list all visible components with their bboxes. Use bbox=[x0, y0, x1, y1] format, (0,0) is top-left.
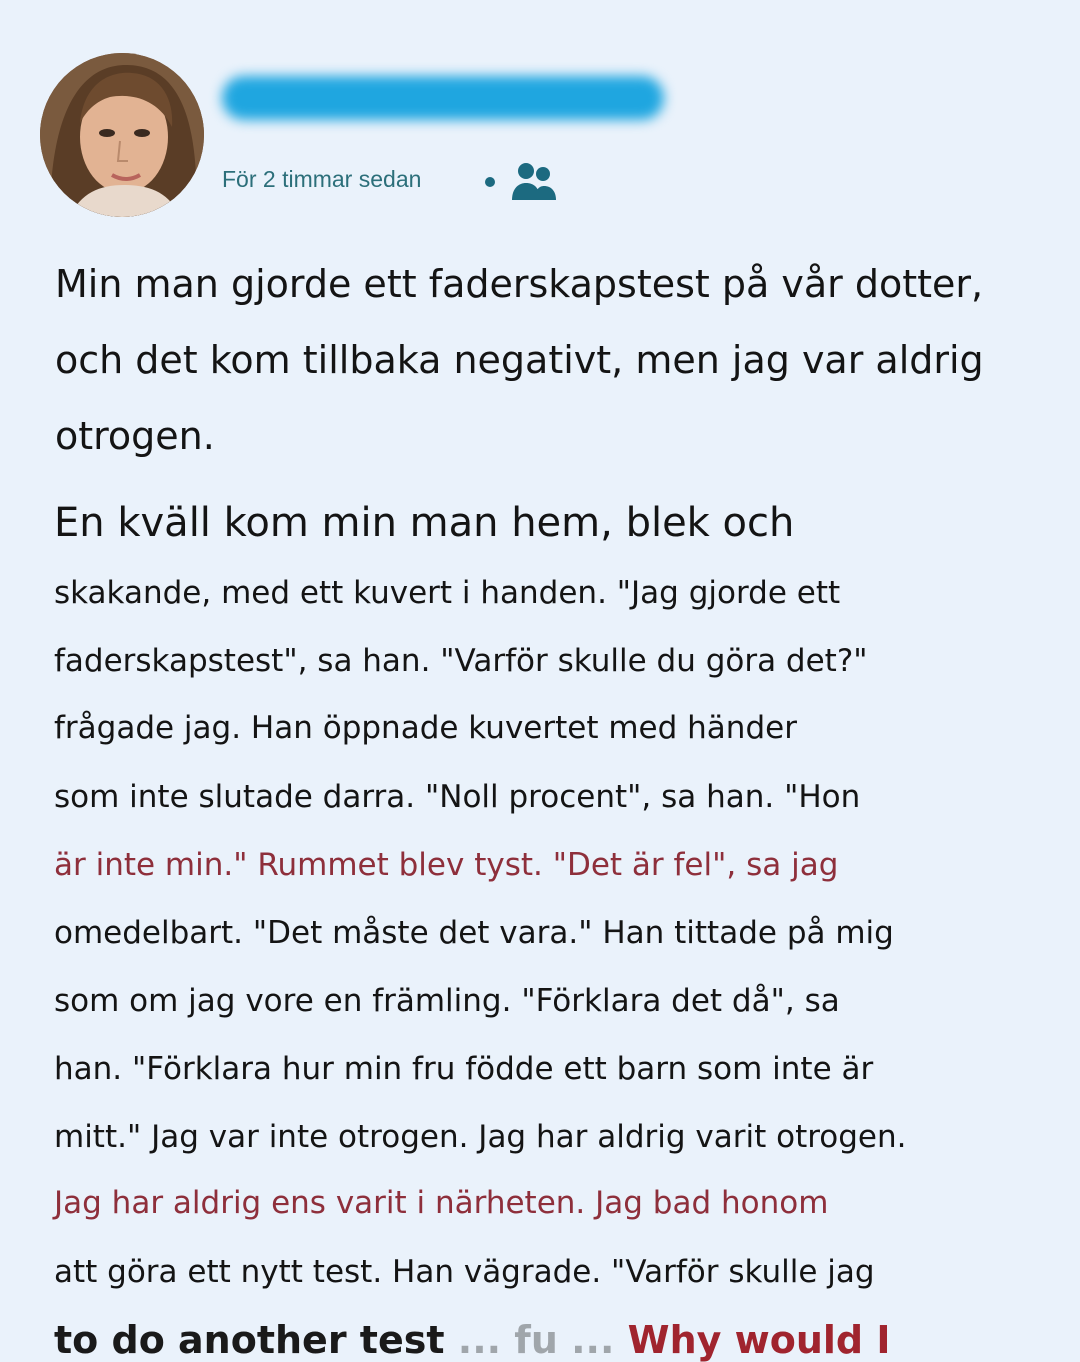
avatar[interactable] bbox=[40, 53, 204, 217]
body-line: som om jag vore en främling. "Förklara det då", sa bbox=[54, 983, 840, 1019]
author-name-redacted[interactable] bbox=[222, 76, 664, 120]
body-line: frågade jag. Han öppnade kuvertet med händer bbox=[54, 710, 797, 746]
cut-text-2: ... fu ... bbox=[457, 1318, 615, 1362]
body-line: En kväll kom min man hem, blek och bbox=[54, 500, 795, 546]
post-timestamp[interactable]: För 2 timmar sedan bbox=[222, 166, 422, 192]
body-line: skakande, med ett kuvert i handen. "Jag gjorde ett bbox=[54, 575, 841, 611]
cut-off-line bbox=[54, 1318, 891, 1362]
body-line: han. "Förklara hur min fru födde ett barn som inte är bbox=[54, 1051, 874, 1087]
friends-icon[interactable] bbox=[510, 160, 558, 206]
body-line-highlight: Jag har aldrig ens varit i närheten. Jag bad honom bbox=[54, 1185, 829, 1221]
body-line: att göra ett nytt test. Han vägrade. "Varför skulle jag bbox=[54, 1254, 875, 1290]
body-line: omedelbart. "Det måste det vara." Han tittade på mig bbox=[54, 915, 894, 951]
body-line: som inte slutade darra. "Noll procent", sa han. "Hon bbox=[54, 779, 861, 815]
body-line: mitt." Jag var inte otrogen. Jag har aldrig varit otrogen. bbox=[54, 1119, 907, 1155]
post-title: Min man gjorde ett faderskapstest på vår dotter, och det kom tillbaka negativt, men jag var aldrig otrogen. bbox=[55, 262, 984, 458]
body-line: faderskapstest", sa han. "Varför skulle du göra det?" bbox=[54, 643, 868, 679]
cut-text-3: Why would I bbox=[627, 1318, 891, 1362]
separator-dot bbox=[485, 177, 495, 187]
body-line-highlight: är inte min." Rummet blev tyst. "Det är fel", sa jag bbox=[54, 847, 839, 883]
cut-text-1: to do another test bbox=[54, 1318, 445, 1362]
avatar-portrait-image bbox=[40, 53, 204, 217]
